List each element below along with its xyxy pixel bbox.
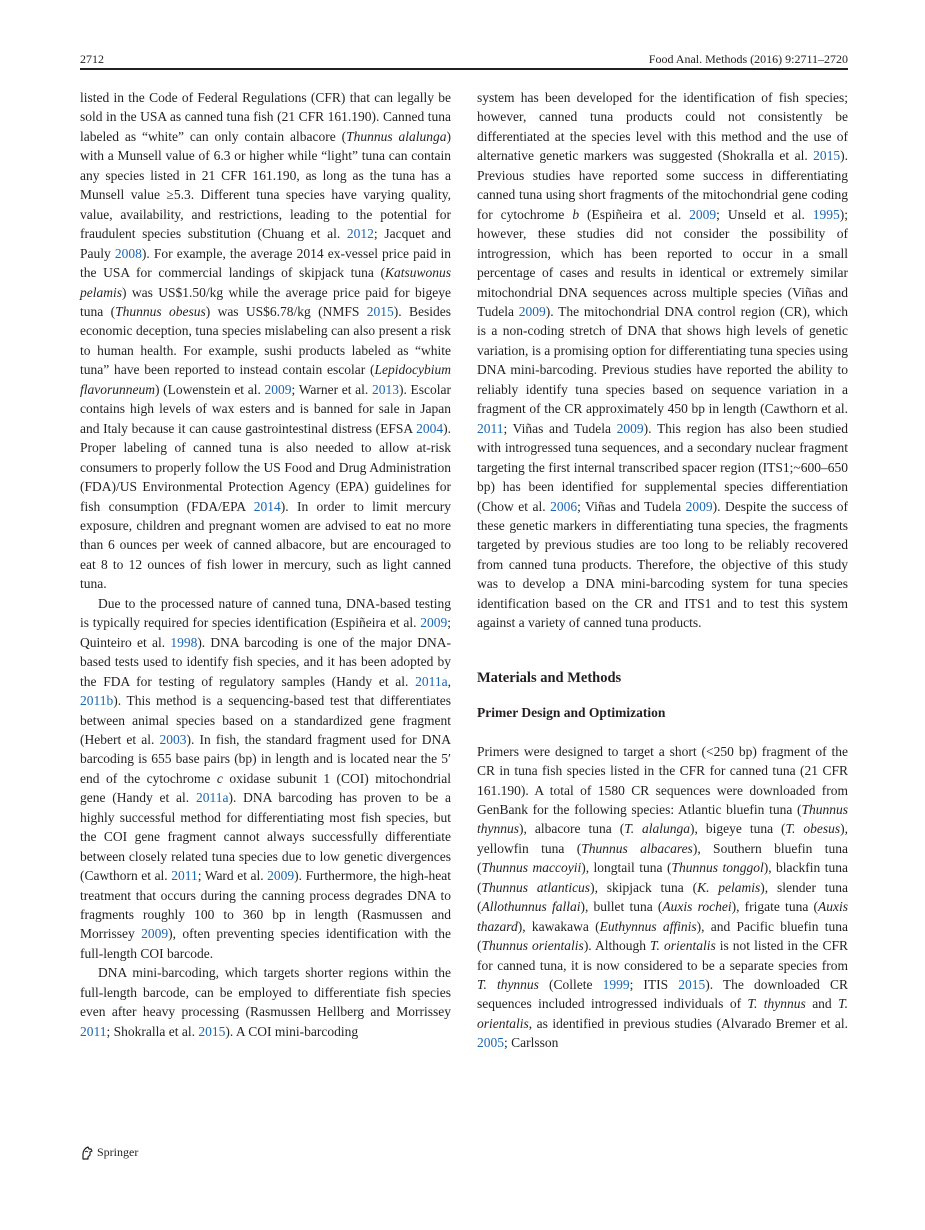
text-run: Due to the processed nature of canned tuna, DNA-based testing is typically required for species identification (Espiñeira et al. (80, 595, 451, 631)
text-run: ), albacore tuna ( (519, 821, 625, 837)
text-run: ; Viñas and Tudela (503, 420, 617, 436)
text-run: ; Unseld et al. (716, 206, 813, 222)
text-run: ), often preventing species identification with the full-length COI barcode. (80, 926, 452, 961)
page-number: 2712 (80, 52, 104, 66)
text-run: ). This method is a sequencing-based test that differentiates between animal species based on a standardized gene fragment (Hebert et al. (80, 693, 451, 747)
italic-term: b (572, 206, 580, 222)
citation-link[interactable]: 2011b (80, 693, 114, 709)
left-column (80, 88, 451, 1041)
italic-term: T. thynnus (747, 996, 806, 1012)
italic-term: Thunnus atlanticus (481, 879, 591, 895)
text-run: ), bullet tuna ( (580, 899, 663, 915)
text-run: ). For example, the average 2014 ex-vessel price paid in the USA for commercial landings of skipjack tuna ( (80, 245, 451, 281)
text-run: ). Although (583, 938, 651, 954)
citation-link[interactable]: 2011 (171, 868, 198, 884)
text-run: ), frigate tuna ( (731, 899, 818, 915)
text-run: ), blackfin tuna ( (477, 860, 848, 895)
italic-term: T. alalunga (624, 821, 691, 837)
italic-term: Thunnus thynnus (477, 801, 848, 837)
text-run: ) with a Munsell value of 6.3 or higher while “light” tuna can contain any species listed in 21 CFR 161.190, as long as the tuna has a Munsell value ≥5.3. Different tuna species have varying quality, value, availability, and restrictions, leading to the potential for fraudulent species substitution (Chuang et al. (80, 128, 451, 242)
italic-term: T. thynnus (477, 977, 539, 993)
text-run: is not listed in the CFR for canned tuna, it is now considered to be a separate species from (477, 938, 848, 973)
italic-term: Thunnus tonggol (671, 860, 764, 876)
text-run: ). Furthermore, the high-heat treatment that occurs during the canning process degrades DNA to fragments roughly 100 to 360 bp in length (Rasmussen and Morrissey (80, 868, 451, 942)
citation-link[interactable]: 2003 (159, 731, 187, 747)
text-run: oxidase subunit 1 (COI) mitochondrial gene (Handy et al. (80, 770, 452, 806)
text-run: ; Carlsson (504, 1035, 559, 1051)
text-run: listed in the Code of Federal Regulations (CFR) that can legally be sold in the USA as canned tuna fish (21 CFR 161.190). Canned tuna labeled as “white” can only contain albacore ( (80, 90, 451, 144)
text-run: ; Quinteiro et al. (80, 615, 451, 650)
paragraph (80, 594, 451, 964)
citation-link[interactable]: 2005 (477, 1035, 504, 1051)
text-run: ). Besides economic deception, tuna species mislabeling can also present a risk to human health. For example, sushi products labeled as “white tuna” have been reported to instead contain escolar ( (80, 303, 452, 378)
citation-link[interactable]: 2015 (366, 303, 394, 319)
text-run: ) (Lowenstein et al. (155, 381, 265, 397)
text-run: ). Previous studies have reported some success in differentiating canned tuna using short fragments of the mitochondrial gene coding for cytochrome (477, 148, 848, 222)
text-run: ), and Pacific bluefin tuna ( (477, 918, 849, 954)
italic-term: c (216, 770, 223, 786)
text-run: ; Viñas and Tudela (577, 498, 686, 514)
text-run: DNA mini-barcoding, which targets shorter regions within the full-length barcode, can be employed to differentiate fish species even after heavy processing (Rasmussen Hellberg and Morrissey (80, 965, 451, 1020)
paragraph (477, 742, 848, 1053)
publisher-name: Springer (97, 1145, 139, 1159)
citation-link[interactable]: 2011 (477, 420, 504, 436)
italic-term: T. obesus (785, 821, 841, 837)
text-run: ), slender tuna ( (477, 879, 848, 915)
citation-link[interactable]: 1998 (170, 634, 198, 650)
citation-link[interactable]: 1995 (812, 206, 840, 222)
text-run: ); however, these studies did not consider the possibility of introgression, which has been reported to occur in a small percentage of cases and results in identical or extremely similar mitochondrial DNA sequences across multiple species (Viñas and Tudela (477, 206, 849, 319)
italic-term: Auxis thazard (477, 899, 848, 934)
citation-link[interactable]: 2015 (678, 977, 706, 993)
page-footer (80, 1145, 138, 1160)
text-run: (Collete (538, 977, 603, 993)
text-run: (Espiñeira et al. (579, 206, 690, 222)
citation-link[interactable]: 2009 (616, 420, 644, 436)
text-run: ). This region has also been studied with introgressed tuna sequences, and a secondary nuclear fragment targeting the first internal transcribed spacer region (ITS1;~600–650 bp) has been identified for supplemental species differentiation (Chow et al. (477, 420, 849, 514)
text-run: , as identified in previous studies (Alvarado Bremer et al. (528, 1015, 848, 1031)
text-run: ). DNA barcoding has proven to be a highly successful method for differentiating most fish species, but the COI gene fragment cannot always successfully differentiate between closely related tuna species due to low genetic divergences (Cawthorn et al. (80, 790, 451, 884)
text-run: ; Jacquet and Pauly (80, 226, 451, 261)
text-run: ). DNA barcoding is one of the major DNA-based tests used to identify fish species, and it has been adopted by the FDA for testing of regulatory samples (Handy et al. (80, 634, 451, 689)
citation-link[interactable]: 2009 (141, 926, 169, 942)
paragraph (477, 88, 848, 633)
subsection-heading: Primer Design and Optimization (477, 705, 666, 721)
citation-link[interactable]: 2011a (415, 673, 448, 689)
text-run: ). In fish, the standard fragment used for DNA barcoding is 655 base pairs (bp) in length and is located near the 5′ end of the cytochrome (80, 731, 451, 786)
text-run: ), kawakawa ( (517, 918, 600, 934)
paragraph (80, 88, 451, 594)
text-run: ). The mitochondrial DNA control region (CR), which is a non-coding stretch of DNA that shows high levels of genetic variation, is a promising option for differentiating tuna species using DNA mini-barcoding. Previous studies have reported the ability to reliably identify tuna species based on sequence variation in a fragment of the CR approximately 450 bp in length (Cawthorn et al. (477, 303, 848, 417)
paragraph (80, 963, 451, 1041)
text-run: ), Southern bluefin tuna ( (477, 840, 848, 876)
text-run: ). In order to limit mercury exposure, children and pregnant women are advised to eat no more than 6 ounces per week of canned albacore, but are encouraged to eat 8 to 12 ounces of fish lower in mercury, such as light canned tuna. (80, 498, 451, 592)
citation-link[interactable]: 2011a (195, 790, 229, 806)
italic-term: K. pelamis (697, 879, 761, 895)
italic-term: T. orientalis (650, 938, 716, 954)
text-run: ), bigeye tuna ( (690, 821, 786, 837)
text-run: and (805, 996, 839, 1012)
citation-link[interactable]: 2009 (420, 615, 448, 631)
text-run: ) was US$1.50/kg while the average price paid for bigeye tuna ( (80, 284, 451, 319)
citation-link[interactable]: 2012 (346, 226, 374, 242)
citation-link[interactable]: 2006 (550, 498, 578, 514)
italic-term: Allothunnus fallai (481, 899, 581, 915)
text-run: ) was US$6.78/kg (NMFS (205, 303, 367, 319)
citation-link[interactable]: 2009 (685, 498, 713, 514)
text-run: ; Ward et al. (197, 868, 268, 884)
text-run: ; Warner et al. (291, 381, 372, 397)
text-run: ). The downloaded CR sequences included introgressed individuals of (477, 977, 848, 1012)
journal-citation: Food Anal. Methods (2016) 9:2711–2720 (648, 52, 848, 66)
italic-term: Thunnus alalunga (346, 128, 447, 144)
citation-link[interactable]: 2015 (198, 1023, 226, 1039)
text-run: , (447, 673, 451, 689)
text-run: Primers were designed to target a short (<250 bp) fragment of the CR in tuna fish species listed in the CFR for canned tuna (21 CFR 161.190). A total of 1580 CR sequences were downloaded from GenBank for the following species: Atlantic bluefin tuna ( (477, 743, 848, 817)
text-run: ), longtail tuna ( (581, 860, 672, 876)
italic-term: Euthynnus affinis (599, 918, 697, 934)
text-run: ). Escolar contains high levels of wax esters and is banned for sale in Japan and Italy because it can cause gastrointestinal distress (EFSA (80, 381, 451, 436)
italic-term: Katsuwonus pelamis (80, 265, 451, 300)
italic-term: Thunnus obesus (115, 303, 206, 319)
citation-link[interactable]: 2013 (371, 381, 399, 397)
italic-term: Lepidocybium flavorunneum (80, 362, 451, 397)
right-column (477, 88, 848, 1053)
text-run: ), yellowfin tuna ( (477, 821, 848, 856)
text-run: ), skipjack tuna ( (590, 879, 698, 895)
citation-link[interactable]: 2009 (264, 381, 292, 397)
citation-link[interactable]: 2011 (80, 1023, 107, 1039)
springer-horse-icon (80, 1146, 94, 1160)
citation-link[interactable]: 2014 (253, 498, 281, 514)
citation-link[interactable]: 2004 (416, 420, 444, 436)
italic-term: Auxis rochei (662, 899, 732, 915)
citation-link[interactable]: 2008 (114, 245, 142, 261)
text-run: ). Despite the success of these genetic markers in differentiating tuna species, the fragments targeted by previous studies are too long to be reliably recovered from canned tuna products. Therefore, the objective of this study was to develop a DNA mini-barcoding system for tuna species identification based on the CR and ITS1 and to test this system against a variety of canned tuna products. (477, 498, 848, 631)
citation-link[interactable]: 2015 (813, 148, 841, 164)
text-run: ; Shokralla et al. (106, 1023, 199, 1039)
citation-link[interactable]: 2009 (518, 303, 546, 319)
citation-link[interactable]: 1999 (602, 977, 630, 993)
italic-term: Thunnus albacares (581, 840, 693, 856)
italic-term: Thunnus maccoyii (481, 860, 582, 876)
italic-term: Thunnus orientalis (481, 938, 584, 954)
text-run: ; ITIS (629, 977, 679, 993)
text-run: system has been developed for the identification of fish species; however, canned tuna products could not consistently be differentiated at the species level with this method and the use of alternative genetic markers was suggested (Shokralla et al. (477, 90, 848, 164)
text-run: ). Proper labeling of canned tuna is also needed to allow at-risk consumers to properly follow the US Food and Drug Administration (FDA)/US Environmental Protection Agency (EPA) guidelines for fish consumption (FDA/EPA (80, 420, 451, 514)
running-header (80, 50, 848, 70)
section-heading: Materials and Methods (477, 669, 622, 686)
citation-link[interactable]: 2009 (267, 868, 295, 884)
citation-link[interactable]: 2009 (689, 206, 717, 222)
text-run: ). A COI mini-barcoding (225, 1023, 359, 1039)
italic-term: T. orientalis (477, 996, 848, 1031)
